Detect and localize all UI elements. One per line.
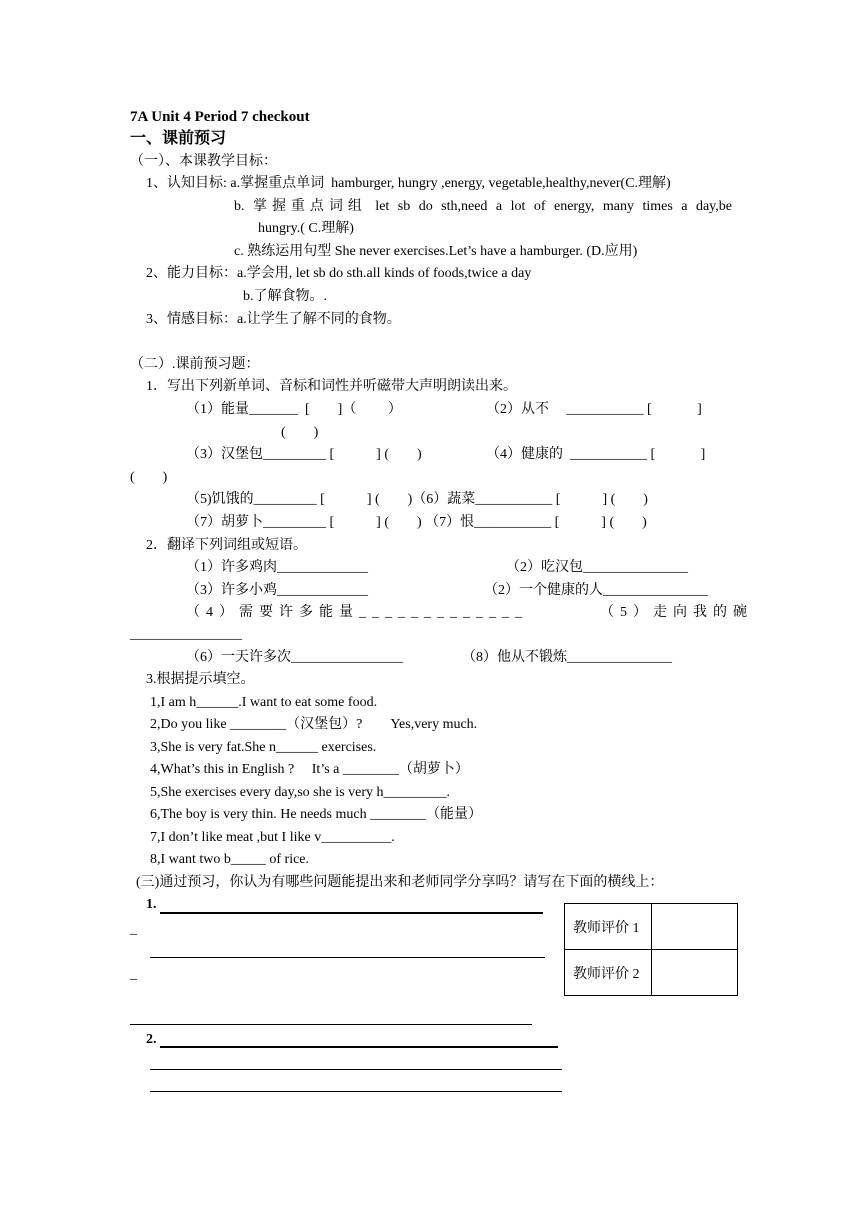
writing-line [160,1046,558,1048]
line-dash: _ [130,922,137,937]
q2-item-3: （3）许多小鸡_____________ [186,583,368,598]
q2-item-5: （4）需要许多能量_____________ [186,605,528,620]
question-2-number: 2. [146,1032,157,1047]
evaluation-value-cell [652,950,738,996]
part3-heading: (三)通过预习，你认为有哪些问题能提出来和老师同学分享吗？请写在下面的横线上： [136,875,664,890]
q2-item-7: （6）一天许多次________________ [186,650,403,665]
goal1-line-b2: hungry.( C.理解) [258,221,354,236]
q1-item-energy: （1）能量_______ [ ]（ ） [186,402,402,417]
q2-item-1: （1）许多鸡肉_____________ [186,560,368,575]
q1-item-hungry-vegetable: （5)饥饿的_________ [ ] ( )（6）蔬菜___________ [ ] ( ) [186,492,648,507]
q2-item-8: （8）他从不锻炼_______________ [462,650,672,665]
q2-item-4: （2）一个健康的人_______________ [484,583,708,598]
q2-item-6-blank: ________________ [130,627,242,642]
evaluation-label-2: 教师评价 2 [565,950,652,996]
evaluation-label-1: 教师评价 1 [565,904,652,950]
goal1-line-c: c. 熟练运用句型 She never exercises.Let’s have a hamburger. (D.应用) [234,244,638,259]
q2-instruction: 2．翻译下列词组或短语。 [146,538,307,553]
teacher-evaluation-table [564,903,738,996]
fill-sentence-6: 6,The boy is very thin. He needs much ________（能量） [150,807,483,822]
writing-line [130,1024,532,1025]
part1-heading: （一）、本课教学目标： [130,154,277,169]
fill-sentence-8: 8,I want two b_____ of rice. [150,852,310,867]
fill-sentence-2: 2,Do you like ________（汉堡包）? Yes,very much. [150,717,478,732]
goal1-line-b1: b. 掌握重点词组 let sb do sth,need a lot of energy, many times a day,be [234,199,732,214]
goal1-line-a: 1、认知目标: a.掌握重点单词 hamburger, hungry ,energy, vegetable,healthy,never(C.理解) [146,176,671,191]
q2-item-6: （5）走向我的碗 [600,605,753,620]
fill-sentence-5: 5,She exercises every day,so she is very h_________. [150,785,451,800]
goal2-line-a: 2、能力目标：a.学会用, let sb do sth.all kinds of foods,twice a day [146,266,532,281]
line-dash: _ [130,967,137,982]
writing-line [150,1069,562,1070]
q1-item-never: （2）从不 ___________ [ ] [486,402,702,417]
fill-sentence-7: 7,I don’t like meat ,but I like v__________. [150,830,395,845]
q1-item-healthy-pos: ( ) [130,470,168,485]
goal3-line: 3、情感目标：a.让学生了解不同的食物。 [146,312,401,327]
q1-item-never-pos: ( ) [281,425,319,440]
q1-item-carrot-hate: （7）胡萝卜_________ [ ] ( ) （7）恨___________ [ ] ( ) [186,515,647,530]
q3-instruction: 3.根据提示填空。 [146,672,255,687]
evaluation-row [565,950,738,996]
part2-heading: （二）.课前预习题： [130,357,260,372]
page-title: 7A Unit 4 Period 7 checkout [130,109,310,125]
writing-line [150,957,545,958]
evaluation-value-cell [652,904,738,950]
evaluation-row [565,904,738,950]
q1-instruction: 1．写出下列新单词、音标和词性并听磁带大声明朗读出来。 [146,379,517,394]
q1-item-healthy: （4）健康的 ___________ [ ] [486,447,706,462]
writing-line [160,912,543,914]
fill-sentence-3: 3,She is very fat.She n______ exercises. [150,740,377,755]
q2-item-2: （2）吃汉包_______________ [506,560,688,575]
fill-sentence-4: 4,What’s this in English ? It’s a ________（胡萝卜） [150,762,469,777]
question-1-number: 1. [146,897,157,912]
goal2-line-b: b.了解食物。. [243,289,327,304]
writing-line [150,1091,562,1092]
q1-item-hamburger: （3）汉堡包_________ [ ] ( ) [186,447,422,462]
fill-sentence-1: 1,I am h______.I want to eat some food. [150,695,378,710]
section-heading: 一、课前预习 [130,130,227,147]
